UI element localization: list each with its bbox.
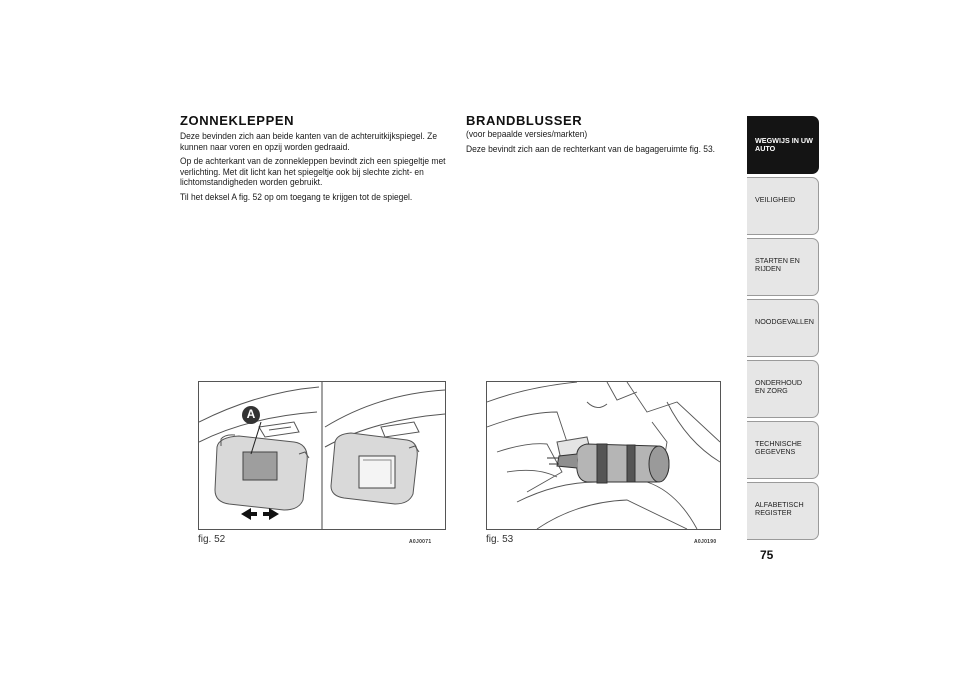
tab-alfabetisch-register[interactable]: ALFABETISCH REGISTER	[747, 482, 819, 540]
heading-zonnekleppen: ZONNEKLEPPEN	[180, 113, 295, 128]
tab-technische-gegevens[interactable]: TECHNISCHE GEGEVENS	[747, 421, 819, 479]
tab-veiligheid[interactable]: VEILIGHEID	[747, 177, 819, 235]
tab-onderhoud-en-zorg[interactable]: ONDERHOUD EN ZORG	[747, 360, 819, 418]
subheading: (voor bepaalde versies/markten)	[466, 129, 588, 139]
section-brandblusser	[466, 113, 734, 158]
section-zonnekleppen	[180, 113, 458, 206]
figure-52-label: fig. 52	[198, 534, 226, 545]
paragraph: Til het deksel A fig. 52 op om toegang te krijgen tot de spiegel.	[180, 191, 413, 202]
page-number: 75	[760, 548, 774, 562]
figure-52-code: A0J0071	[409, 539, 432, 545]
paragraph: Deze bevinden zich aan beide kanten van de achteruitkijkspiegel. Ze kunnen naar voren en opzij worden gedraaid.	[180, 131, 438, 152]
paragraph: Deze bevindt zich aan de rechterkant van de bagageruimte fig. 53.	[466, 143, 716, 154]
tab-noodgevallen[interactable]: NOODGEVALLEN	[747, 299, 819, 357]
callout-a-label: A	[246, 407, 256, 421]
sun-visor-illustration	[199, 382, 445, 529]
figure-52-sun-visor	[198, 381, 446, 530]
figure-53-label: fig. 53	[486, 534, 514, 545]
heading-brandblusser: BRANDBLUSSER	[466, 113, 583, 128]
fire-extinguisher-illustration	[487, 382, 720, 529]
section-tabs	[747, 116, 819, 543]
figure-53-fire-extinguisher	[486, 381, 721, 530]
figure-53-code: A0J0190	[694, 539, 717, 545]
tab-wegwijs-in-uw-auto[interactable]: WEGWIJS IN UW AUTO	[747, 116, 819, 174]
tab-starten-en-rijden[interactable]: STARTEN EN RIJDEN	[747, 238, 819, 296]
paragraph: Op de achterkant van de zonnekleppen bevindt zich een spiegeltje met verlichting. Met dit licht kan het spiegeltje ook bij slechte zicht- en lichtomstandigheden worden gebruikt.	[180, 156, 446, 187]
